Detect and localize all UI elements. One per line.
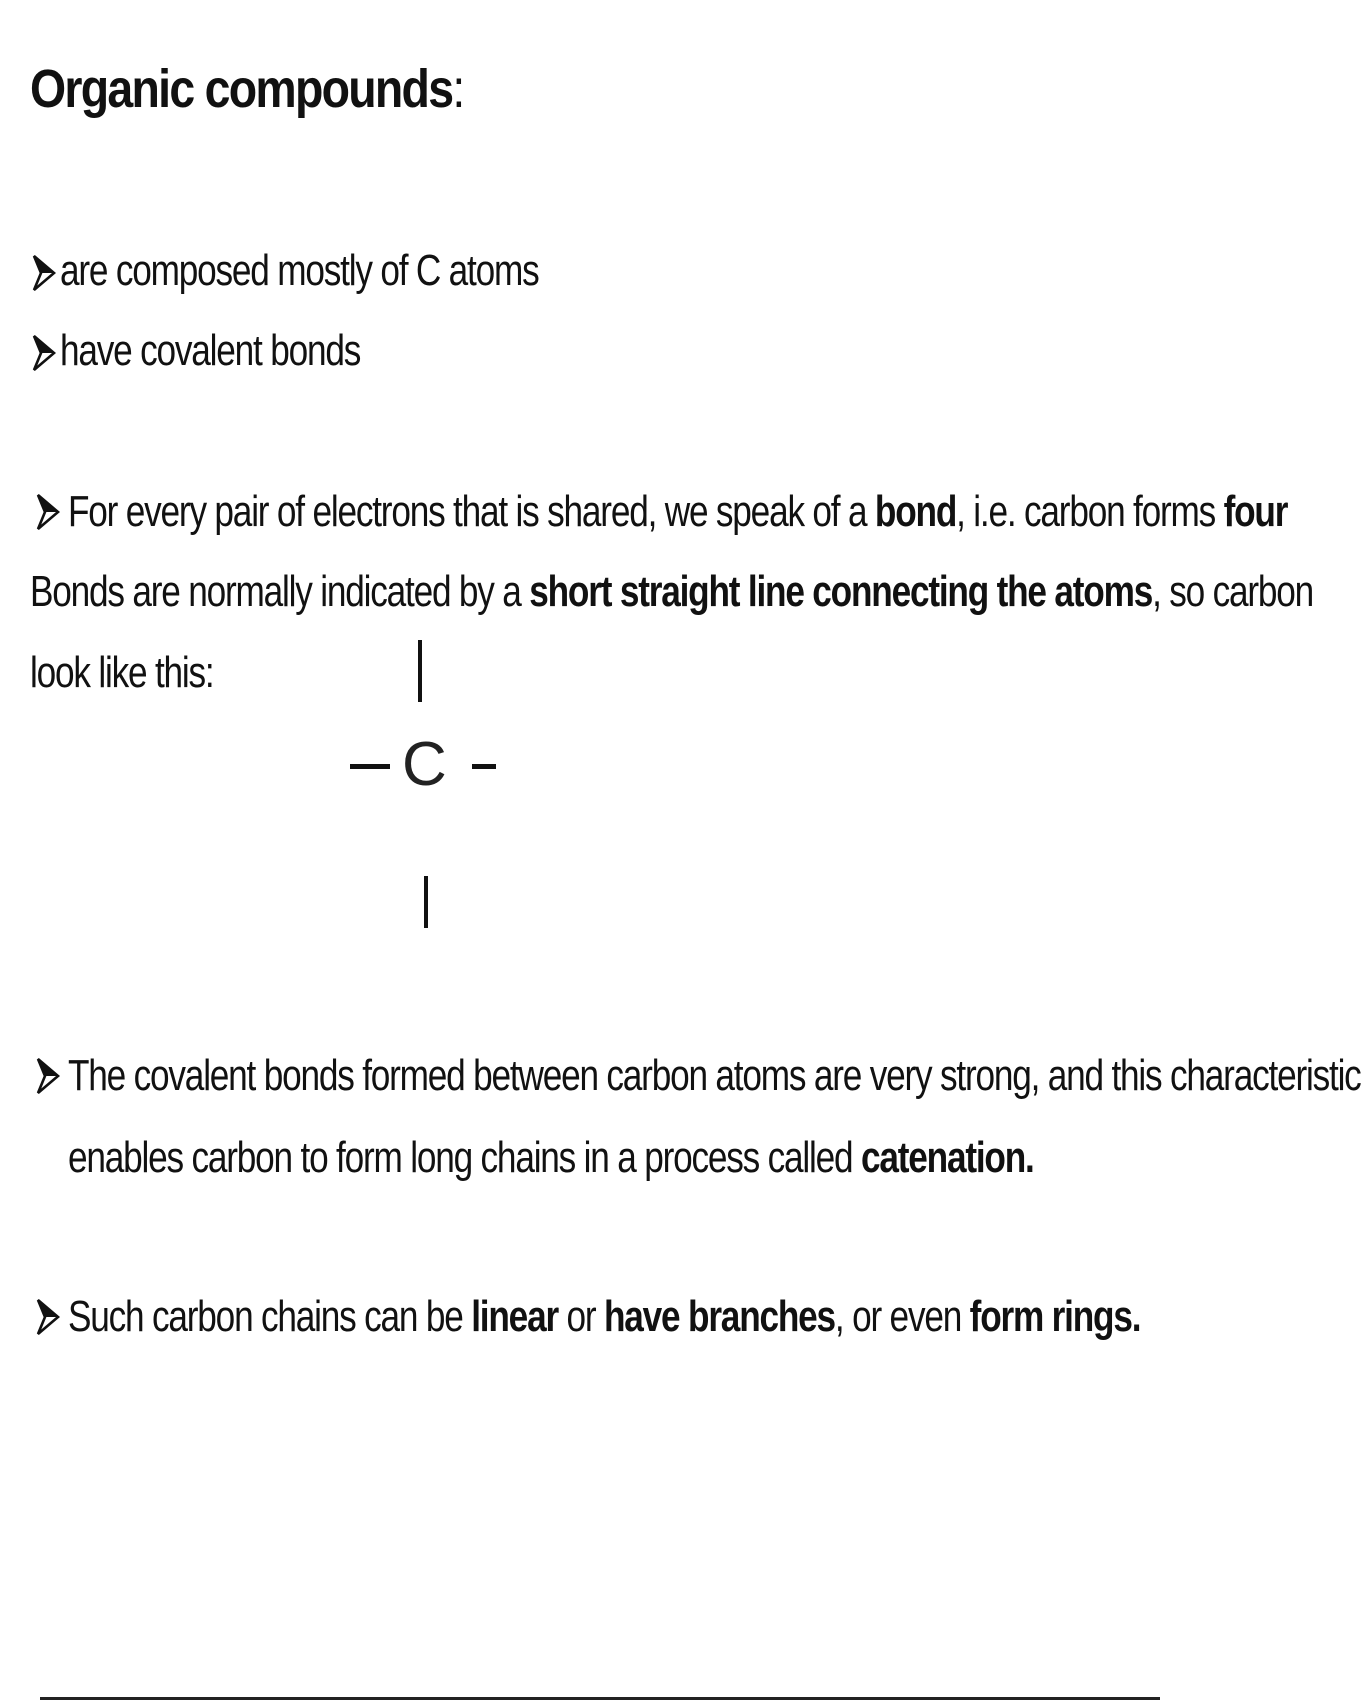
arrow-bullet-icon xyxy=(32,254,56,292)
text-run: For every pair of electrons that is shared, we speak of a xyxy=(68,487,875,536)
bond-line-left xyxy=(350,764,390,769)
bold-term-bond: bond xyxy=(874,487,957,536)
text-run: or xyxy=(557,1292,604,1341)
bond-line-bottom xyxy=(424,876,428,928)
arrow-bullet-icon xyxy=(36,1057,60,1095)
bold-term-four: four xyxy=(1223,487,1288,536)
bond-paragraph-line-1 xyxy=(68,487,1287,537)
bond-line-right xyxy=(472,764,496,769)
arrow-bullet-icon xyxy=(32,334,56,372)
title-text: Organic compounds xyxy=(30,59,453,119)
catenation-paragraph-line-2 xyxy=(68,1133,1034,1183)
bold-term-short-line: short straight line connecting the atoms xyxy=(529,567,1153,616)
bond-line-top xyxy=(418,640,422,702)
bullet-text: have covalent bonds xyxy=(60,326,361,375)
text-run: , so carbon xyxy=(1152,567,1314,616)
bold-term-catenation: catenation. xyxy=(860,1133,1034,1182)
bold-term-linear: linear xyxy=(471,1292,558,1341)
page-title xyxy=(30,58,464,120)
carbon-atom-label: C xyxy=(402,730,447,799)
text-run: Bonds are normally indicated by a xyxy=(30,567,530,616)
text-run: , or even xyxy=(834,1292,970,1341)
arrow-bullet-icon xyxy=(36,493,60,531)
bullet-text: are composed mostly of C atoms xyxy=(60,246,539,295)
arrow-bullet-icon xyxy=(36,1298,60,1336)
catenation-paragraph-line-1: The covalent bonds formed between carbon atoms are very strong, and this characteristic xyxy=(68,1051,1361,1100)
bond-paragraph-line-3: look like this: xyxy=(30,648,214,697)
bond-paragraph-line-2 xyxy=(30,567,1313,617)
chains-paragraph xyxy=(68,1292,1140,1342)
bold-term-branches: have branches xyxy=(604,1292,835,1341)
text-run: , i.e. carbon forms xyxy=(956,487,1224,536)
text-run: enables carbon to form long chains in a process called xyxy=(68,1133,861,1182)
bold-term-rings: form rings. xyxy=(969,1292,1141,1341)
title-colon: : xyxy=(452,59,464,119)
text-run: Such carbon chains can be xyxy=(68,1292,472,1341)
